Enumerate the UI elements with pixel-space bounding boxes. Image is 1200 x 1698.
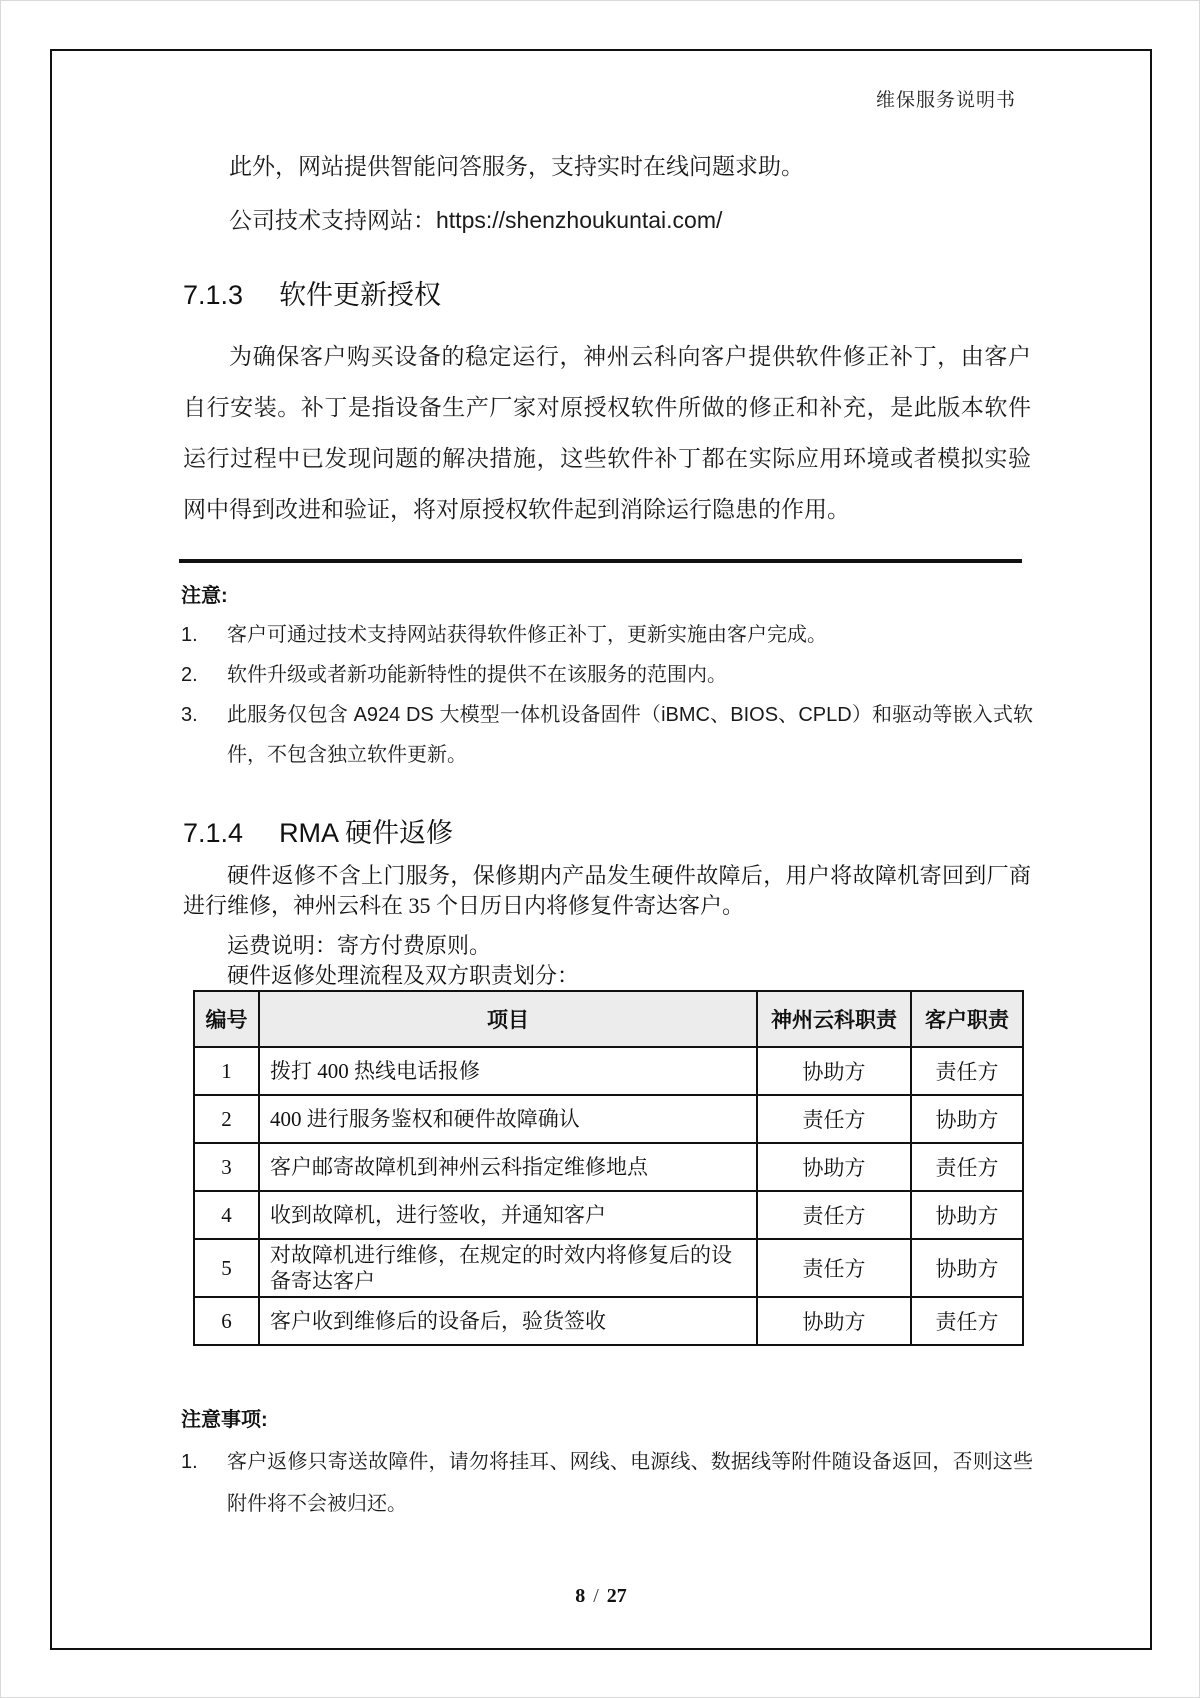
table-header-customer-duty: 客户职责 (911, 991, 1023, 1047)
section-713-paragraph: 为确保客户购买设备的稳定运行，神州云科向客户提供软件修正补丁，由客户自行安装。补丁是指设备生产厂家对原授权软件所做的修正和补充，是此版本软件运行过程中已发现问题的解决措施，这些软件补丁都在实际应用环境或者模拟实验网中得到改进和验证，将对原授权软件起到消除运行隐患的作用。 (183, 343, 1031, 522)
cell-customer-duty: 责任方 (911, 1143, 1023, 1191)
list-item-text: 此服务仅包含 A924 DS 大模型一体机设备固件（iBMC、BIOS、CPLD）和驱动等嵌入式软件，不包含独立软件更新。 (227, 704, 1033, 766)
cell-customer-duty: 协助方 (911, 1239, 1023, 1297)
table-row (194, 1297, 1023, 1345)
list-item-text: 客户可通过技术支持网站获得软件修正补丁，更新实施由客户完成。 (227, 624, 827, 646)
cell-item: 400 进行服务鉴权和硬件故障确认 (259, 1095, 757, 1143)
cell-customer-duty: 协助方 (911, 1191, 1023, 1239)
cell-vendor-duty: 责任方 (757, 1095, 911, 1143)
table-row (194, 1239, 1023, 1297)
cell-item: 收到故障机，进行签收，并通知客户 (259, 1191, 757, 1239)
list-item-number: 3. (181, 704, 198, 726)
list-item (181, 655, 1033, 695)
page-number-current: 8 (575, 1585, 586, 1607)
note-divider-rule (179, 559, 1022, 563)
cell-customer-duty: 责任方 (911, 1047, 1023, 1095)
cell-number: 5 (194, 1239, 259, 1297)
cell-number: 4 (194, 1191, 259, 1239)
list-item-number: 1. (181, 624, 198, 646)
list-item-text: 客户返修只寄送故障件，请勿将挂耳、网线、电源线、数据线等附件随设备返回，否则这些附件将不会被归还。 (227, 1451, 1033, 1515)
cell-customer-duty: 协助方 (911, 1095, 1023, 1143)
cell-vendor-duty: 协助方 (757, 1297, 911, 1345)
list-item (181, 695, 1033, 775)
table-header-row (194, 991, 1023, 1047)
section-title-714: RMA 硬件返修 (279, 818, 454, 848)
page-number-total: 27 (606, 1585, 627, 1607)
list-item-text: 软件升级或者新功能新特性的提供不在该服务的范围内。 (227, 664, 727, 686)
cell-number: 1 (194, 1047, 259, 1095)
section-heading-714 (183, 811, 453, 850)
table-row (194, 1095, 1023, 1143)
note-list-713 (181, 615, 1033, 775)
list-item (181, 615, 1033, 655)
section-714-paragraph-3: 硬件返修处理流程及双方职责划分： (227, 963, 580, 988)
list-item (181, 1441, 1033, 1525)
cell-item: 拨打 400 热线电话报修 (259, 1047, 757, 1095)
note-label-713: 注意: (181, 585, 228, 607)
cell-vendor-duty: 责任方 (757, 1239, 911, 1297)
page-footer (1, 1585, 1200, 1608)
list-item-number: 2. (181, 664, 198, 686)
cell-number: 2 (194, 1095, 259, 1143)
document-header-title: 维保服务说明书 (875, 90, 1016, 111)
rma-process-table (193, 990, 1024, 1346)
section-714-paragraph-1: 硬件返修不含上门服务，保修期内产品发生硬件故障后，用户将故障机寄回到厂商进行维修，神州云科在 35 个日历日内将修复件寄达客户。 (183, 863, 1031, 918)
section-title-713: 软件更新授权 (279, 280, 442, 310)
notes-list-714 (181, 1441, 1033, 1525)
cell-item: 对故障机进行维修，在规定的时效内将修复后的设备寄达客户 (259, 1239, 757, 1297)
section-heading-713 (183, 273, 441, 312)
list-item-number: 1. (181, 1451, 198, 1473)
cell-vendor-duty: 协助方 (757, 1047, 911, 1095)
cell-customer-duty: 责任方 (911, 1297, 1023, 1345)
intro-paragraph-support-site: 公司技术支持网站：https://shenzhoukuntai.com/ (229, 207, 723, 233)
cell-vendor-duty: 责任方 (757, 1191, 911, 1239)
cell-item: 客户收到维修后的设备后，验货签收 (259, 1297, 757, 1345)
cell-item: 客户邮寄故障机到神州云科指定维修地点 (259, 1143, 757, 1191)
section-number-714: 7.1.4 (183, 818, 244, 848)
table-row (194, 1047, 1023, 1095)
table-row (194, 1191, 1023, 1239)
table-header-number: 编号 (194, 991, 259, 1047)
notes-label-714: 注意事项: (181, 1409, 268, 1431)
section-number-713: 7.1.3 (183, 280, 244, 310)
table-header-item: 项目 (259, 991, 757, 1047)
table-header-vendor-duty: 神州云科职责 (757, 991, 911, 1047)
section-714-paragraph-2: 运费说明：寄方付费原则。 (227, 933, 492, 958)
intro-paragraph-1: 此外，网站提供智能问答服务，支持实时在线问题求助。 (229, 153, 804, 179)
cell-number: 6 (194, 1297, 259, 1345)
page-number-separator: / (593, 1585, 599, 1607)
cell-number: 3 (194, 1143, 259, 1191)
cell-vendor-duty: 协助方 (757, 1143, 911, 1191)
table-row (194, 1143, 1023, 1191)
